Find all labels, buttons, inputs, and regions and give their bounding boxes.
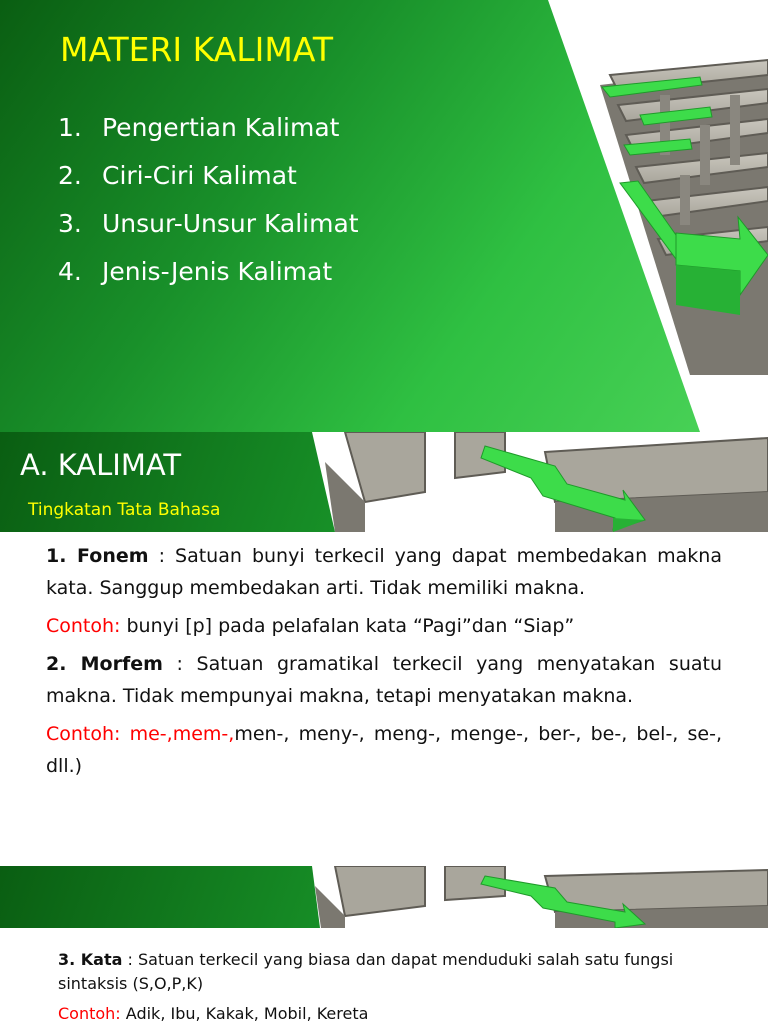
morfem-text: : Satuan gramatikal terkecil yang menyatakan suatu makna. Tidak mempunyai makna, tetapi menyatakan makna. [46,653,722,707]
topic-number: 2. [58,161,82,190]
slide-body [46,540,722,788]
topic-label: Unsur-Unsur Kalimat [102,209,359,238]
kata-definition [58,948,718,996]
term-morfem: 2. Morfem [46,653,163,675]
slide-kata-definition [0,866,768,1024]
kata-example [58,1002,718,1024]
kata-text: : Satuan terkecil yang biasa dan dapat menduduki salah satu fungsi sintaksis (S,O,P,K) [58,950,674,993]
topic-label: Pengertian Kalimat [102,113,340,142]
example-label: Contoh: [58,1004,121,1023]
topic-item [58,156,359,204]
term-kata: 3. Kata [58,950,123,969]
topic-label: Ciri-Ciri Kalimat [102,161,297,190]
example-text: Adik, Ibu, Kakak, Mobil, Kereta [120,1004,369,1023]
term-fonem: 1. Fonem [46,545,149,567]
slide-materi-kalimat [0,0,768,432]
example-text: men-, meny-, meng-, menge-, ber-, be-, bel-, se-, dll.) [46,723,722,777]
topic-number: 3. [58,209,82,238]
topic-number: 4. [58,257,82,286]
page-title: MATERI KALIMAT [60,30,334,69]
morfem-definition [46,648,722,712]
topic-list [58,108,359,300]
example-label: Contoh: me-,mem-, [46,723,235,745]
example-label: Contoh: [46,615,121,637]
example-text: bunyi [p] pada pelafalan kata “Pagi”dan “Siap” [120,615,575,637]
maze-arrow-illustration [305,866,768,928]
topic-number: 1. [58,113,82,142]
fonem-definition [46,540,722,604]
maze-arrow-illustration [305,432,768,532]
topic-label: Jenis-Jenis Kalimat [102,257,333,286]
fonem-example [46,610,722,642]
topic-item [58,204,359,252]
fonem-text: : Satuan bunyi terkecil yang dapat membedakan makna kata. Sanggup membedakan arti. Tidak memiliki makna. [46,545,722,599]
topic-item [58,108,359,156]
topic-item [58,252,359,300]
slide-body [58,948,718,1024]
section-subtitle: Tingkatan Tata Bahasa [28,500,221,520]
slide-kalimat-definition [0,432,768,848]
morfem-example [46,718,722,782]
section-title: A. KALIMAT [20,448,182,482]
